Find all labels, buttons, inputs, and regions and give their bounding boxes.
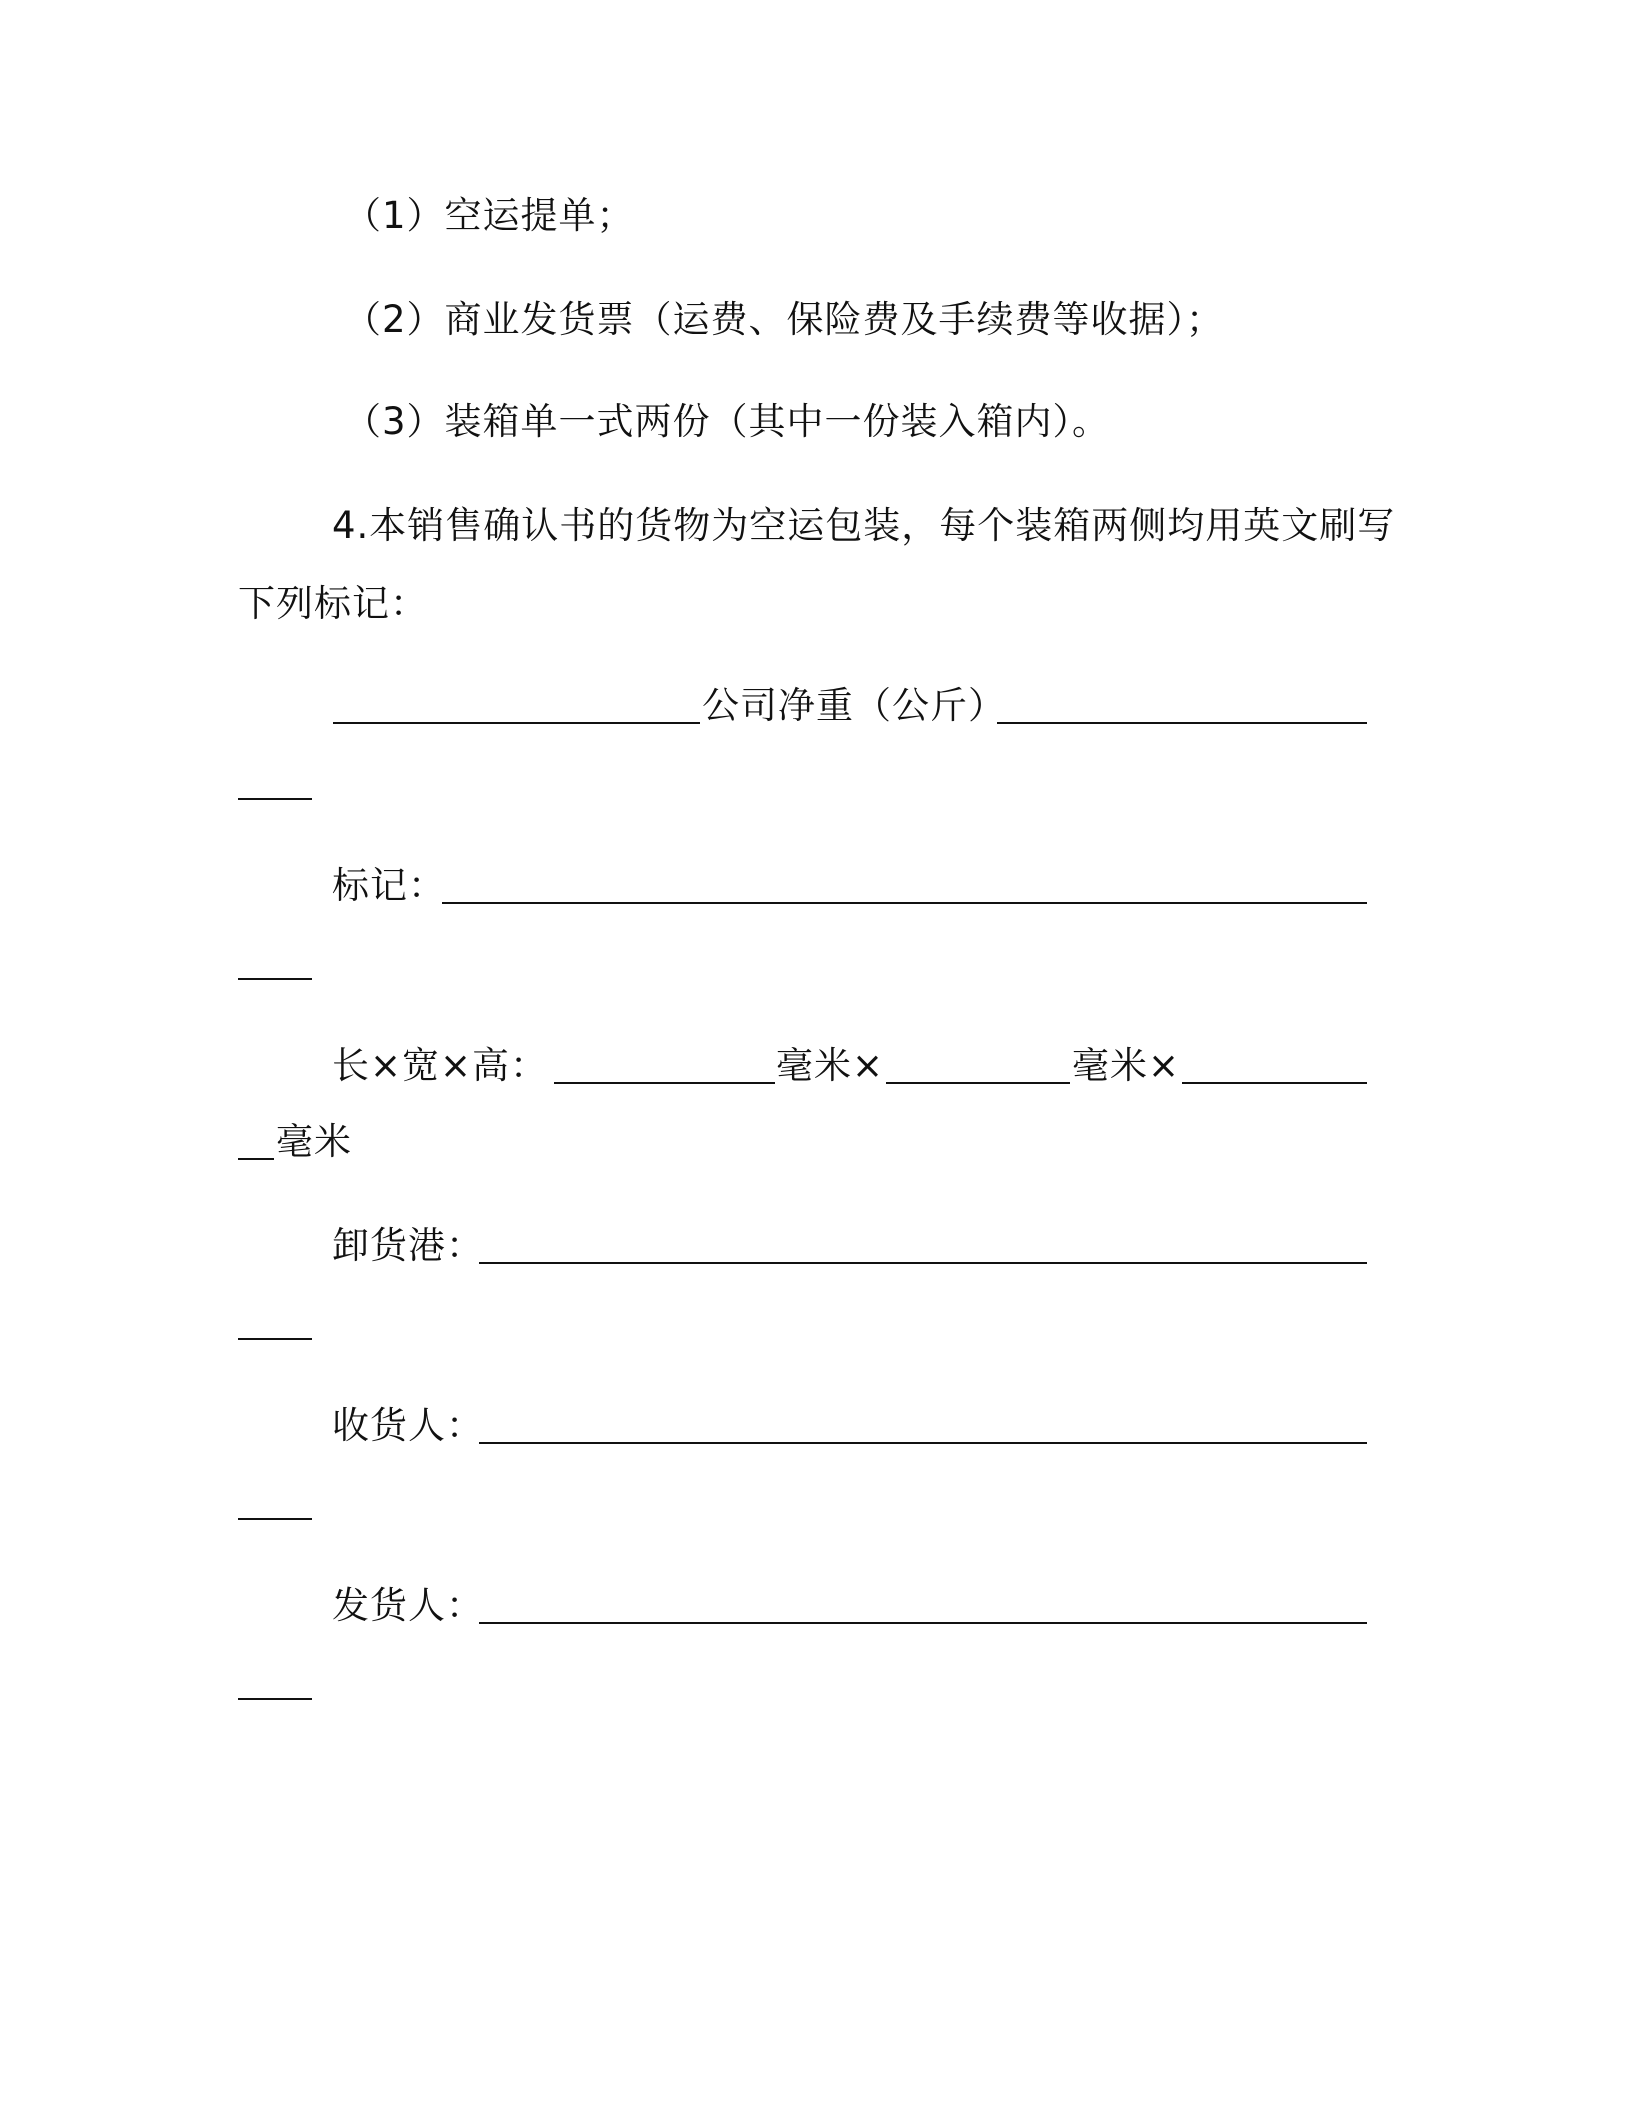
list-item-air-waybill: （1）空运提单； [344,194,635,237]
port-of-discharge-blank-continued[interactable] [238,1338,312,1340]
unit-mm-times-1: 毫米× [776,1044,885,1087]
clause-4-line-1: 4.本销售确认书的货物为空运包装，每个装箱两侧均用英文刷写 [332,504,1396,547]
length-blank[interactable] [554,1082,775,1084]
unit-mm-last: 毫米 [276,1120,352,1163]
shipper-label: 发货人： [332,1584,484,1627]
mark-blank[interactable] [442,902,1367,904]
mark-blank-continued[interactable] [238,978,312,980]
shipper-blank-continued[interactable] [238,1698,312,1700]
shipper-blank[interactable] [479,1622,1367,1624]
width-blank[interactable] [886,1082,1070,1084]
company-name-blank[interactable] [333,722,700,724]
dimensions-label: 长×宽×高： [332,1044,549,1087]
consignee-blank[interactable] [479,1442,1367,1444]
unit-mm-times-2: 毫米× [1072,1044,1181,1087]
port-of-discharge-blank[interactable] [479,1262,1367,1264]
consignee-blank-continued[interactable] [238,1518,312,1520]
list-item-commercial-invoice: （2）商业发货票（运费、保险费及手续费等收据）； [344,298,1225,341]
net-weight-blank[interactable] [997,722,1367,724]
company-weight-label: 公司净重（公斤） [702,684,1006,727]
mark-label: 标记： [332,864,446,907]
net-weight-blank-continued[interactable] [238,798,312,800]
list-item-packing-list: （3）装箱单一式两份（其中一份装入箱内）。 [344,400,1111,443]
height-blank-continued[interactable] [238,1158,274,1160]
clause-4-line-2: 下列标记： [238,582,428,625]
port-of-discharge-label: 卸货港： [332,1224,484,1267]
height-blank[interactable] [1182,1082,1367,1084]
consignee-label: 收货人： [332,1404,484,1447]
